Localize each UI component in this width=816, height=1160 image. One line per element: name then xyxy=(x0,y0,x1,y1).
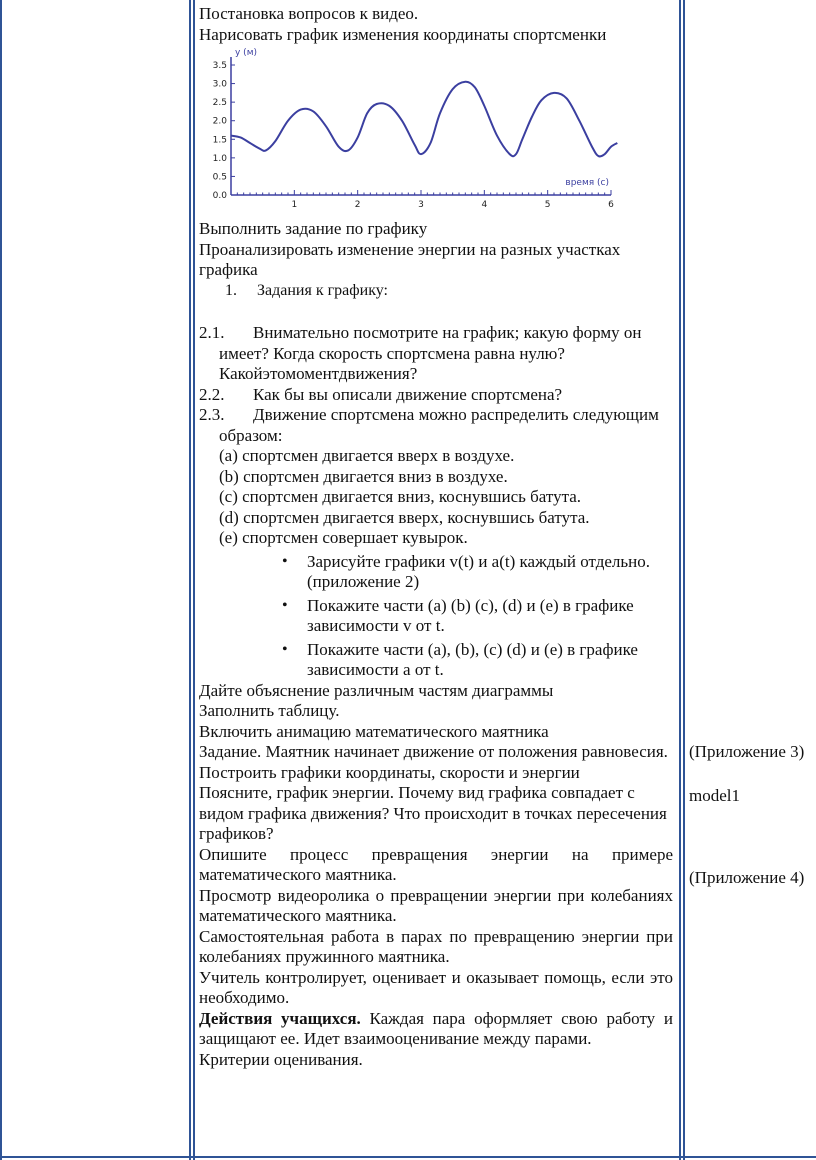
phase-b: (b) спортсмен двигается вниз в воздухе. xyxy=(219,466,508,486)
paragraph: Опишите процесс превращения энергии на примере математического маятника. xyxy=(199,844,673,884)
phase-c: (c) спортсмен двигается вниз, коснувшись батута. xyxy=(219,487,582,506)
line-draw-graph: Нарисовать график изменения координаты спортсменки xyxy=(199,24,607,44)
y-tick-label: 1.5 xyxy=(212,135,227,146)
y-tick-label: 3.5 xyxy=(212,61,227,71)
question-item xyxy=(199,323,673,385)
main-column xyxy=(199,4,673,1070)
students-actions-label: Действия учащихся. xyxy=(199,1008,361,1028)
x-tick-label: 2 xyxy=(354,200,361,210)
table-border-col1b xyxy=(193,0,195,1160)
bullet-text: Покажите части (a) (b) (c), (d) и (e) в графике зависимости v от t. xyxy=(307,595,634,635)
bullet-item xyxy=(199,552,673,573)
paragraph: Поясните, график энергии. Почему вид графика совпадает с видом графика движения? Что происходит в точках пересечения графиков? xyxy=(199,783,667,843)
y-tick-label: 0.5 xyxy=(212,172,227,183)
line-analyze: Проанализировать изменение энергии на разных участках графика xyxy=(199,239,621,279)
paragraph: Критерии оценивания. xyxy=(199,1049,363,1069)
bullet-item xyxy=(199,596,673,637)
appendix-3-link: (Приложение 3) xyxy=(689,742,805,761)
table-border-bottom xyxy=(0,1156,816,1158)
question-text: Как бы вы описали движение спортсмена? xyxy=(253,384,563,404)
x-tick-label: 4 xyxy=(481,200,488,210)
phase-a: (a) спортсмен двигается вверх в воздухе. xyxy=(219,446,515,465)
question-number: 2.3. xyxy=(199,405,225,424)
line-questions: Постановка вопросов к видео. xyxy=(199,4,419,23)
question-item xyxy=(199,385,673,406)
x-tick-label: 3 xyxy=(418,200,424,210)
appendix-2-note: (приложение 2) xyxy=(307,572,420,591)
coordinate-chart xyxy=(199,45,619,219)
y-axis-label: y (м) xyxy=(235,48,257,58)
y-tick-label: 3.0 xyxy=(212,79,227,90)
paragraph xyxy=(199,1009,673,1050)
table-border-col2b xyxy=(683,0,685,1160)
y-tick-label: 2.5 xyxy=(212,98,227,109)
bullet-text: Покажите части (a), (b), (c) (d) и (e) в графике зависимости a от t. xyxy=(307,639,638,679)
phase-d: (d) спортсмен двигается вверх, коснувшись батута. xyxy=(219,507,590,527)
appendix-4-link: (Приложение 4) xyxy=(689,868,805,887)
bullet-item xyxy=(199,640,673,681)
y-tick-label: 0.0 xyxy=(212,191,227,201)
paragraph: Самостоятельная работа в парах по превращению энергии при колебаниях пружинного маятника. xyxy=(199,926,673,966)
bullet-text: Зарисуйте графики v(t) и a(t) каждый отдельно. xyxy=(307,551,650,571)
y-tick-label: 2.0 xyxy=(212,116,227,127)
question-number: 2.2. xyxy=(199,384,225,404)
y-tick-label: 1.0 xyxy=(212,153,227,164)
paragraph: Задание. Маятник начинает движение от положения равновесия. Построить графики координаты, скорости и энергии xyxy=(199,742,668,782)
question-item xyxy=(199,405,673,446)
paragraph: Включить анимацию математического маятника xyxy=(199,721,549,741)
paragraph: Просмотр видеоролика о превращении энергии при колебаниях математического маятника. xyxy=(199,885,673,925)
question-text: Внимательно посмотрите на график; какую форму он имеет? Когда скорость спортсмена равна нулю? Какойэтомоментдвижения? xyxy=(219,323,642,383)
series-line-y-t xyxy=(231,82,617,157)
line-task-graph: Выполнить задание по графику xyxy=(199,219,428,238)
question-number: 2.1. xyxy=(199,323,225,342)
x-tick-label: 5 xyxy=(544,200,551,210)
students-actions-text: Каждая пара оформляет свою работу и защищают ее. Идет взаимооценивание между парами. xyxy=(199,1008,673,1048)
paragraph: Дайте объяснение различным частям диаграммы xyxy=(199,680,554,700)
question-text: Движение спортсмена можно распределить следующим образом: xyxy=(219,405,659,445)
x-axis-label: время (с) xyxy=(565,178,609,188)
table-border-col1 xyxy=(189,0,191,1160)
table-border-left xyxy=(0,0,2,1160)
x-tick-label: 1 xyxy=(291,200,298,210)
paragraph: Учитель контролирует, оценивает и оказывает помощь, если это необходимо. xyxy=(199,967,673,1007)
x-tick-label: 6 xyxy=(608,200,614,210)
paragraph: Заполнить таблицу. xyxy=(199,701,340,720)
tasks-heading: 1. Задания к графику: xyxy=(225,281,388,299)
model-label: model1 xyxy=(689,786,740,805)
table-border-col2 xyxy=(679,0,681,1160)
phase-e: (e) спортсмен совершает кувырок. xyxy=(219,528,468,547)
